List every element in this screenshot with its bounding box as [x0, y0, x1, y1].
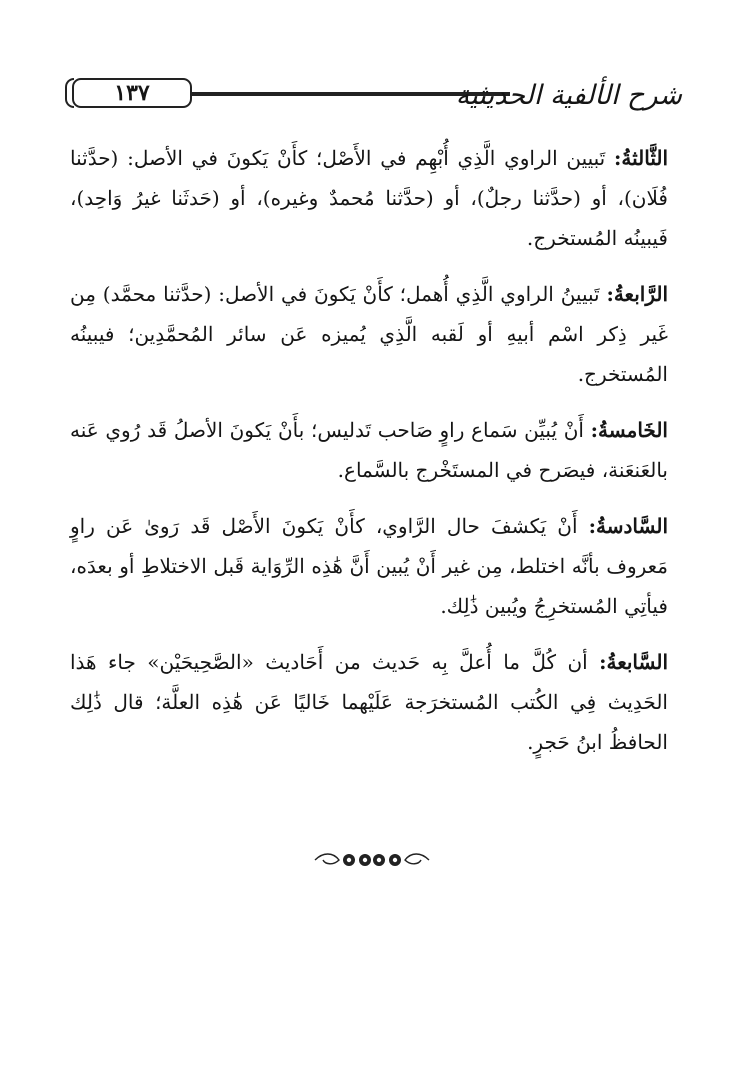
paragraph-label: الخَامسةُ:: [590, 418, 668, 442]
paragraph-label: الرَّابعةُ:: [606, 282, 668, 306]
paragraph-text: أَنْ يُبيِّن سَماع راوٍ صَاحب تَدليس؛ بأَنْ يَكونَ الأصلُ قَد رُوي عَنه بالعَنعَنة، فيصَرح في المستَخْرج بالسَّماع.: [70, 418, 668, 482]
page-body: [70, 138, 668, 778]
paragraph-text: تَبيينُ الراوي الَّذِي أُهمل؛ كأَنْ يَكونَ في الأصل: (حدَّثنا محمَّد) مِن غَير ذِكر اسْم أبيهِ أو لَقبه الَّذِي يُميزه عَن سائر المُحمَّدِين؛ فيبينُه المُستخرج.: [70, 282, 668, 386]
paragraph-third: [70, 138, 668, 258]
paragraph-text: تَبيين الراوي الَّذِي أُبْهِم في الأَصْل؛ كأَنْ يَكونَ في الأصل: (حدَّثنا فُلَان)، أو (حدَّثنا رجلٌ)، أو (حدَّثنا مُحمدٌ وغيره)، أو (حَدثَنا غيرُ وَاحِد)، فَيبينُه المُستخرج.: [70, 146, 668, 250]
page-header: [62, 70, 682, 122]
paragraph-seventh: [70, 642, 668, 762]
paragraph-sixth: [70, 506, 668, 626]
paragraph-label: السَّابعةُ:: [599, 650, 668, 674]
paragraph-fourth: [70, 274, 668, 394]
page-number: ١٣٧: [72, 78, 192, 108]
paragraph-text: أَنْ يَكشفَ حال الرَّاوي، كأَنْ يَكونَ الأَصْل قَد رَوىٰ عَن راوٍ مَعروف بأنَّه اختلط، مِن غير أَنْ يُبين أَنَّ هَٰذِه الرِّوَاية قَبل الاختلاطِ أو بعدَه، فيأتِي المُستخرِجُ ويُبين ذَٰلِك.: [70, 514, 668, 618]
paragraph-text: أن كُلَّ ما أُعلَّ بِه حَديث من أَحَاديث «الصَّحِيحَيْن» جاء هَذا الحَدِيث فِي الكُتب المُستخرَجة عَلَيْهما خَاليًا عَن هَٰذِه العلَّة؛ قال ذَٰلِك الحافظُ ابنُ حَجرٍ.: [70, 650, 668, 754]
paragraph-fifth: [70, 410, 668, 490]
paragraph-label: الثَّالثةُ:: [613, 146, 668, 170]
paragraph-label: السَّادسةُ:: [588, 514, 668, 538]
book-title: شرح الألفية الحديثية: [455, 80, 682, 111]
end-ornament-icon: [313, 850, 431, 870]
